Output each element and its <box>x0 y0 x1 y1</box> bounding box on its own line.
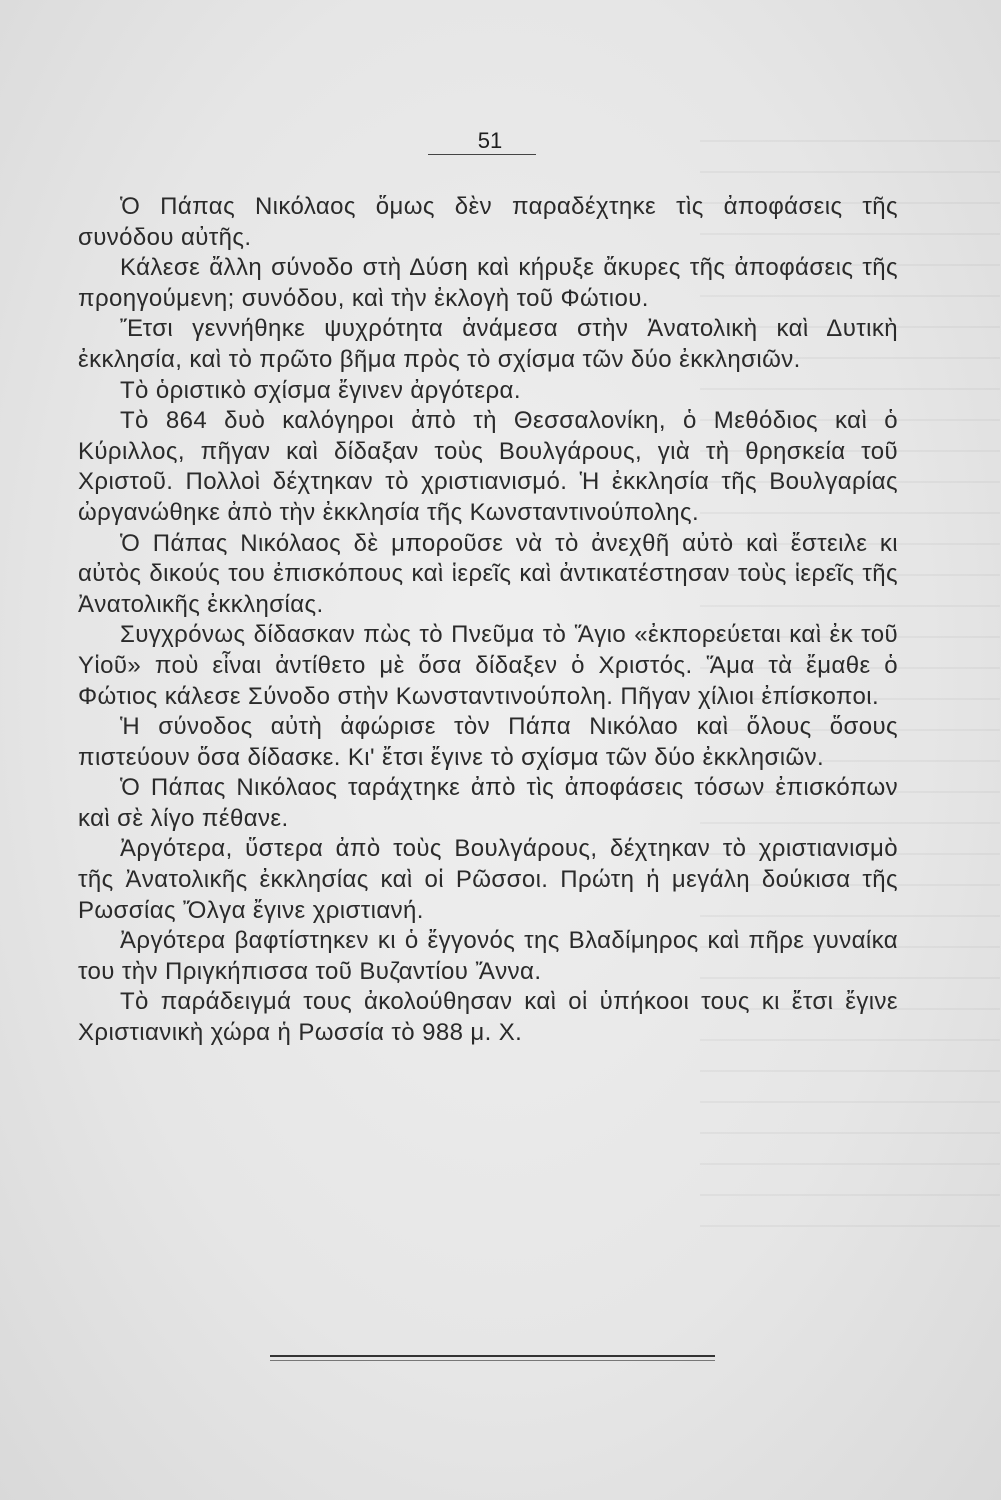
paragraph: Συγχρόνως δίδασκαν πὼς τὸ Πνεῦμα τὸ Ἅγιο «ἐκπορεύεται καὶ ἐκ τοῦ Υἱοῦ» ποὺ εἶναι ἀντίθετο μὲ ὅσα δίδαξεν ὁ Χριστός. Ἅμα τὰ ἔμαθε ὁ Φώτιος κάλεσε Σύνοδο στὴν Κωνσταντινούπολη. Πῆγαν χίλιοι ἐπίσκοποι. <box>78 621 898 710</box>
body-text <box>78 192 898 1049</box>
paragraph: Ὁ Πάπας Νικόλαος δὲ μποροῦσε νὰ τὸ ἀνεχθῆ αὐτὸ καὶ ἔστειλε κι αὐτὸς δικούς του ἐπισκόπους καὶ ἱερεῖς καὶ ἀντικατέστησαν τοὺς ἱερεῖς τῆς Ἀνατολικῆς ἐκκλησίας. <box>78 529 898 618</box>
paragraph: Ἀργότερα, ὕστερα ἀπὸ τοὺς Βουλγάρους, δέχτηκαν τὸ χριστιανισμὸ τῆς Ἀνατολικῆς ἐκκλησίας καὶ οἱ Ρῶσσοι. Πρώτη ἡ μεγάλη δούκισα τῆς Ρωσσίας Ὄλγα ἔγινε χριστιανή. <box>78 835 898 924</box>
paragraph: Ὁ Πάπας Νικόλαος ὅμως δὲν παραδέχτηκε τὶς ἀποφάσεις τῆς συνόδου αὐτῆς. <box>78 193 898 251</box>
paragraph: Κάλεσε ἄλλη σύνοδο στὴ Δύση καὶ κήρυξε ἄκυρες τῆς ἀποφάσεις τῆς προηγούμενη; συνόδου, καὶ τὴν ἐκλογὴ τοῦ Φώτιου. <box>78 254 898 312</box>
paragraph: Ὁ Πάπας Νικόλαος ταράχτηκε ἀπὸ τὶς ἀποφάσεις τόσων ἐπισκόπων καὶ σὲ λίγο πέθανε. <box>78 774 898 832</box>
section-end-rule-secondary <box>270 1360 715 1361</box>
page-number-underline <box>428 154 536 155</box>
section-end-rule <box>270 1355 715 1357</box>
page-number: 51 <box>477 128 503 153</box>
paragraph: Τὸ 864 δυὸ καλόγηροι ἀπὸ τὴ Θεσσαλονίκη, ὁ Μεθόδιος καὶ ὁ Κύριλλος, πῆγαν καὶ δίδαξαν τοὺς Βουλγάρους, γιὰ τὴ θρησκεία τοῦ Χριστοῦ. Πολλοὶ δέχτηκαν τὸ χριστιανισμό. Ἡ ἐκκλησία τῆς Βουλγαρίας ὠργανώθηκε ἀπὸ τὴν ἐκκλησία τῆς Κωνσταντινούπολης. <box>78 407 898 526</box>
paragraph: Ἡ σύνοδος αὐτὴ ἀφώρισε τὸν Πάπα Νικόλαο καὶ ὅλους ὅσους πιστεύουν ὅσα δίδασκε. Κι' ἔτσι ἔγινε τὸ σχίσμα τῶν δύο ἐκκλησιῶν. <box>78 713 898 771</box>
paragraph: Τὸ παράδειγμά τους ἀκολούθησαν καὶ οἱ ὑπήκοοι τους κι ἔτσι ἔγινε Χριστιανικὴ χώρα ἡ Ρωσσία τὸ 988 μ. Χ. <box>78 988 898 1047</box>
paragraph: Τὸ ὁριστικὸ σχίσμα ἔγινεν ἀργότερα. <box>120 376 521 404</box>
paragraph: Ἀργότερα βαφτίστηκεν κι ὁ ἔγγονός της Βλαδίμηρος καὶ πῆρε γυναίκα του τὴν Πριγκήπισσα τοῦ Βυζαντίου Ἄννα. <box>78 927 898 985</box>
paragraph: Ἔτσι γεννήθηκε ψυχρότητα ἀνάμεσα στὴν Ἀνατολικὴ καὶ Δυτικὴ ἐκκλησία, καὶ τὸ πρῶτο βῆμα πρὸς τὸ σχίσμα τῶν δύο ἐκκλησιῶν. <box>78 315 898 373</box>
